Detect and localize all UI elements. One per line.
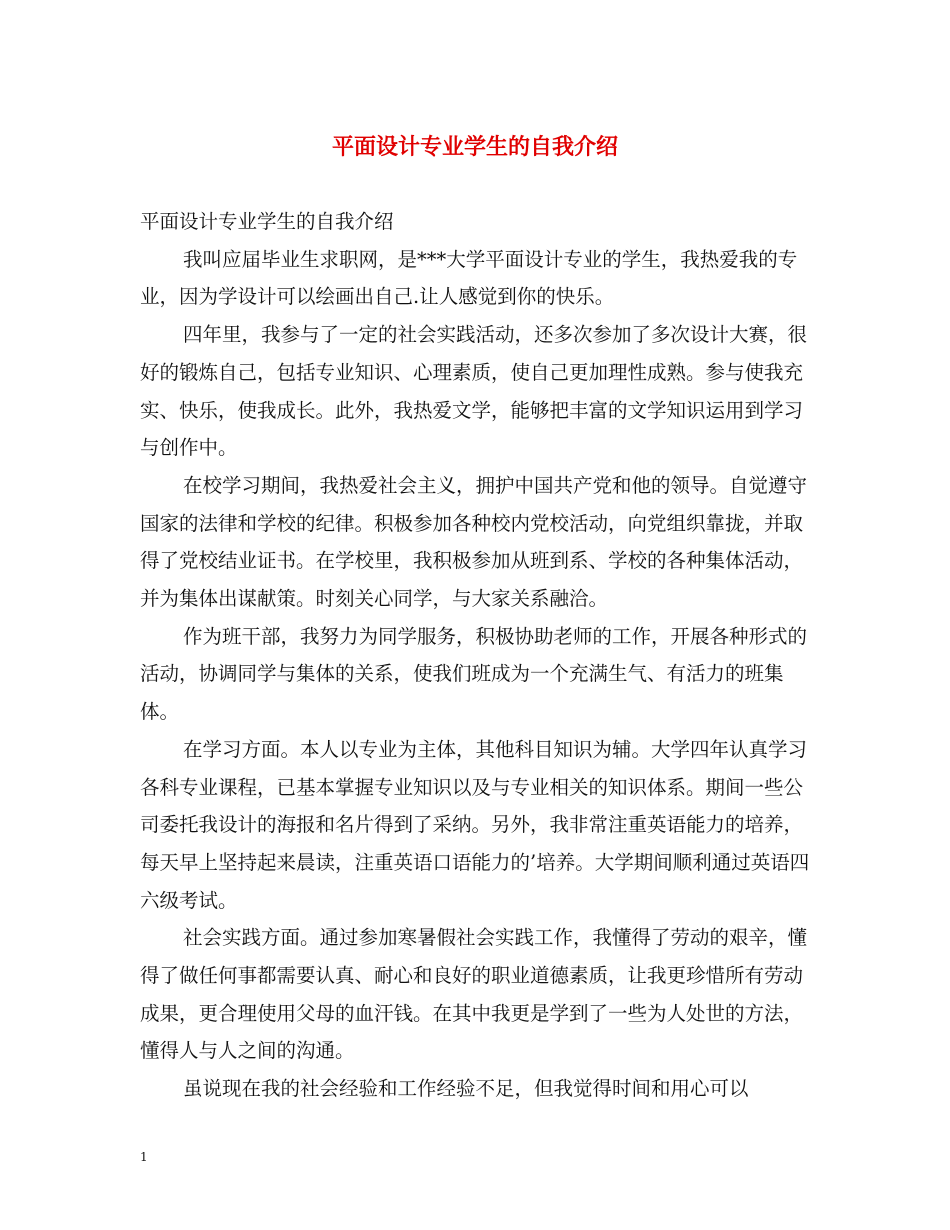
document-body: [140, 203, 820, 1108]
paragraph-intro: 我叫应届毕业生求职网，是***大学平面设计专业的学生，我热爱我的专业，因为学设计可以绘画出自己.让人感觉到你的快乐。: [140, 247, 798, 309]
paragraph-experience: 虽说现在我的社会经验和工作经验不足，但我觉得时间和用心可以: [183, 1077, 749, 1101]
paragraph-social-practice: 社会实践方面。通过参加寒暑假社会实践工作，我懂得了劳动的艰辛，懂得了做任何事都需要认真、耐心和良好的职业道德素质，让我更珍惜所有劳动成果，更合理使用父母的血汗钱。在其中我更是学到了一些为人处世的方法，懂得人与人之间的沟通。: [140, 926, 808, 1063]
page-number: 1: [140, 1150, 148, 1164]
paragraph-study: 在学习方面。本人以专业为主体，其他科目知识为辅。大学四年认真学习各科专业课程，已基本掌握专业知识以及与专业相关的知识体系。期间一些公司委托我设计的海报和名片得到了采纳。另外，我非常注重英语能力的培养，每天早上坚持起来晨读，注重英语口语能力的’培养。大学期间顺利通过英语四六级考试。: [140, 737, 810, 912]
document-title: 平面设计专业学生的自我介绍: [331, 134, 618, 160]
paragraph-school-life: 在校学习期间，我热爱社会主义，拥护中国共产党和他的领导。自觉遵守国家的法律和学校的纪律。积极参加各种校内党校活动，向党组织靠拢，并取得了党校结业证书。在学校里，我积极参加从班到系、学校的各种集体活动，并为集体出谋献策。时刻关心同学，与大家关系融洽。: [140, 473, 808, 611]
document-subtitle: 平面设计专业学生的自我介绍: [140, 210, 394, 233]
paragraph-practice: 四年里，我参与了一定的社会实践活动，还多次参加了多次设计大赛，很好的锻炼自己，包括专业知识、心理素质，使自己更加理性成熟。参与使我充实、快乐，使我成长。此外，我热爱文学，能够把丰富的文学知识运用到学习与创作中。: [140, 323, 808, 460]
paragraph-class-cadre: 作为班干部，我努力为同学服务，积极协助老师的工作，开展各种形式的活动，协调同学与集体的关系，使我们班成为一个充满生气、有活力的班集体。: [140, 624, 808, 724]
